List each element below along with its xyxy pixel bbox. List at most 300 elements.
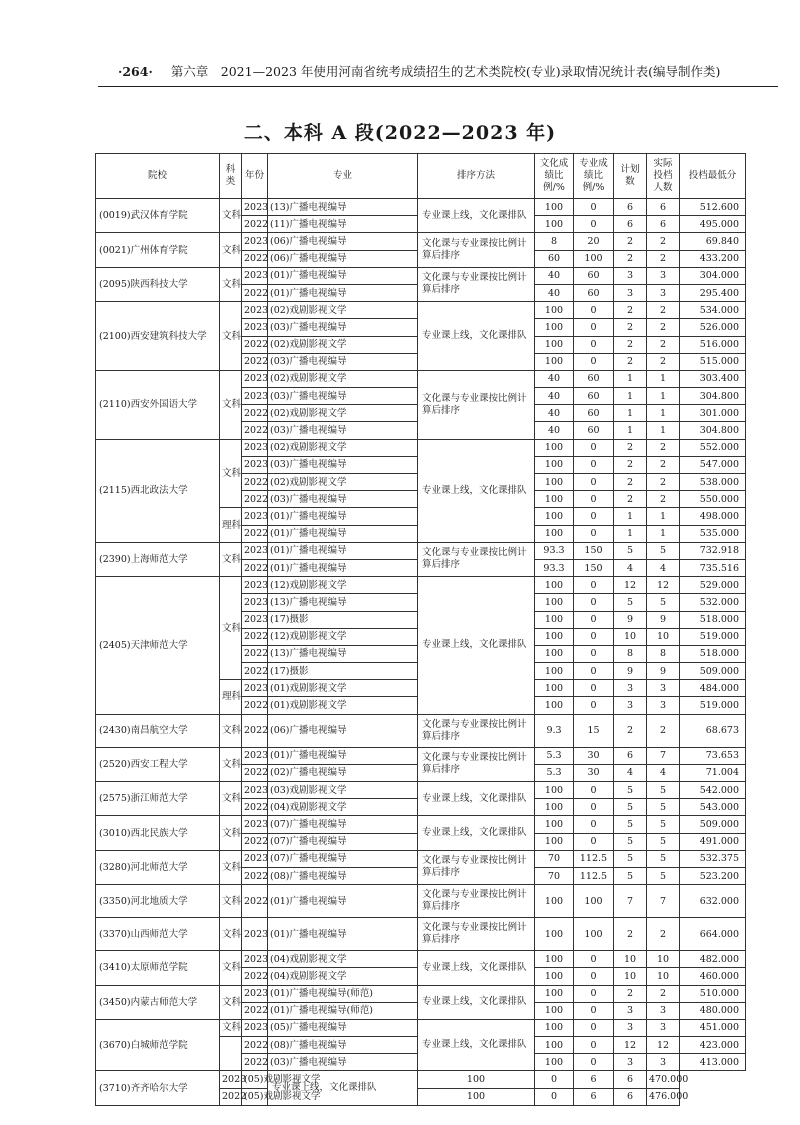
cell-category: 文科 (220, 199, 242, 233)
cell-major-ratio: 0 (574, 799, 614, 816)
cell-actual: 1 (647, 422, 680, 439)
cell-culture-ratio: 100 (535, 1054, 574, 1071)
cell-school: (3410)太原师范学院 (96, 951, 220, 985)
cell-year: 2023 (220, 1071, 242, 1088)
cell-school: (2430)南昌航空大学 (96, 714, 220, 747)
cell-year: 2022 (242, 491, 268, 508)
cell-school: (3010)西北民族大学 (96, 816, 220, 850)
cell-plan: 5 (614, 542, 647, 559)
cell-actual: 7 (647, 885, 680, 918)
cell-min-score: 460.000 (680, 968, 746, 985)
cell-culture-ratio: 100 (535, 216, 574, 233)
cell-min-score: 516.000 (680, 336, 746, 353)
cell-major-ratio: 60 (574, 422, 614, 439)
cell-culture-ratio: 100 (535, 577, 574, 594)
cell-year: 2022 (242, 1037, 268, 1054)
cell-culture-ratio: 100 (535, 474, 574, 491)
cell-major: (17)摄影 (268, 611, 418, 628)
cell-culture-ratio: 100 (535, 799, 574, 816)
cell-major: (01)广播电视编导 (268, 267, 418, 284)
col-year: 年份 (242, 154, 268, 199)
cell-min-score: 510.000 (680, 985, 746, 1002)
cell-plan: 2 (614, 491, 647, 508)
cell-plan: 12 (614, 1037, 647, 1054)
cell-culture-ratio: 40 (535, 267, 574, 284)
cell-major: (03)戏剧影视文学 (268, 782, 418, 799)
cell-min-score: 518.000 (680, 645, 746, 662)
cell-year: 2022 (242, 250, 268, 267)
cell-year: 2022 (242, 764, 268, 781)
cell-school: (2100)西安建筑科技大学 (96, 302, 220, 371)
cell-major-ratio: 0 (574, 680, 614, 697)
cell-method: 文化课与专业课按比例计算后排序 (418, 267, 535, 301)
cell-plan: 1 (614, 422, 647, 439)
cell-plan: 5 (614, 850, 647, 867)
cell-major: (02)广播电视编导 (268, 764, 418, 781)
cell-school: (2110)西安外国语大学 (96, 370, 220, 439)
cell-min-score: 523.200 (680, 867, 746, 884)
cell-culture-ratio: 100 (535, 680, 574, 697)
cell-major-ratio: 0 (574, 577, 614, 594)
cell-category: 理科 (220, 680, 242, 714)
cell-category: 文科 (220, 918, 242, 951)
cell-year: 2022 (242, 968, 268, 985)
cell-year: 2022 (242, 885, 268, 918)
table-row (96, 1071, 746, 1088)
cell-plan: 8 (614, 645, 647, 662)
cell-actual: 1 (647, 508, 680, 525)
cell-actual: 1 (647, 525, 680, 542)
cell-min-score: 735.516 (680, 559, 746, 576)
cell-year: 2023 (242, 302, 268, 319)
cell-method: 文化课与专业课按比例计算后排序 (418, 850, 535, 884)
cell-min-score: 304.800 (680, 422, 746, 439)
cell-min-score: 484.000 (680, 680, 746, 697)
cell-school: (2520)西安工程大学 (96, 747, 220, 781)
cell-year: 2023 (242, 542, 268, 559)
cell-major: (01)广播电视编导 (268, 542, 418, 559)
cell-plan: 1 (614, 508, 647, 525)
cell-actual: 2 (647, 250, 680, 267)
cell-actual: 6 (647, 199, 680, 216)
cell-major: (03)广播电视编导 (268, 388, 418, 405)
cell-actual: 6 (614, 1071, 647, 1088)
cell-plan: 2 (614, 474, 647, 491)
cell-major: (03)广播电视编导 (268, 422, 418, 439)
cell-category (220, 1037, 242, 1071)
cell-school: (2095)陕西科技大学 (96, 267, 220, 301)
cell-plan: 2 (614, 456, 647, 473)
table-row (96, 1019, 746, 1036)
cell-actual: 3 (647, 680, 680, 697)
table-row (96, 782, 746, 799)
cell-major-ratio: 100 (574, 250, 614, 267)
cell-major-ratio: 0 (574, 319, 614, 336)
cell-min-score: 470.000 (647, 1071, 680, 1088)
cell-min-score: 451.000 (680, 1019, 746, 1036)
cell-major: (01)广播电视编导 (268, 525, 418, 542)
cell-plan: 3 (614, 1019, 647, 1036)
cell-min-score: 304.800 (680, 388, 746, 405)
col-method: 排序方法 (418, 154, 535, 199)
cell-major: (13)广播电视编导 (268, 594, 418, 611)
cell-major-ratio: 0 (574, 697, 614, 714)
cell-culture-ratio: 70 (535, 850, 574, 867)
cell-major-ratio: 0 (574, 663, 614, 680)
cell-year: 2022 (242, 405, 268, 422)
cell-category: 文科 (220, 816, 242, 850)
cell-method: 专业课上线，文化课排队 (268, 1071, 418, 1105)
cell-major-ratio: 0 (574, 456, 614, 473)
cell-actual: 7 (647, 747, 680, 764)
cell-major-ratio: 60 (574, 284, 614, 301)
table-row (96, 542, 746, 559)
cell-category: 文科 (220, 577, 242, 680)
cell-year: 2023 (242, 680, 268, 697)
cell-school: (3450)内蒙古师范大学 (96, 985, 220, 1019)
cell-culture-ratio: 100 (535, 663, 574, 680)
cell-major-ratio: 0 (574, 439, 614, 456)
header-rule (98, 86, 778, 87)
cell-min-score: 71.004 (680, 764, 746, 781)
cell-culture-ratio: 40 (535, 422, 574, 439)
cell-major-ratio: 20 (574, 233, 614, 250)
cell-major-ratio: 0 (574, 833, 614, 850)
cell-actual: 5 (647, 594, 680, 611)
cell-year: 2023 (242, 456, 268, 473)
cell-major-ratio: 0 (535, 1071, 574, 1088)
cell-major-ratio: 0 (574, 594, 614, 611)
cell-major: (07)广播电视编导 (268, 833, 418, 850)
cell-major: (08)广播电视编导 (268, 867, 418, 884)
cell-major: (05)戏剧影视文学 (242, 1071, 268, 1088)
cell-method: 文化课与专业课按比例计算后排序 (418, 747, 535, 781)
cell-major-ratio: 0 (574, 353, 614, 370)
cell-min-score: 515.000 (680, 353, 746, 370)
cell-plan: 6 (614, 747, 647, 764)
cell-culture-ratio: 5.3 (535, 747, 574, 764)
cell-actual: 10 (647, 968, 680, 985)
cell-actual: 3 (647, 1002, 680, 1019)
cell-major: (17)摄影 (268, 663, 418, 680)
cell-year: 2023 (242, 388, 268, 405)
cell-plan: 12 (614, 577, 647, 594)
table-row (96, 267, 746, 284)
cell-major-ratio: 0 (574, 525, 614, 542)
cell-culture-ratio: 8 (535, 233, 574, 250)
cell-culture-ratio: 9.3 (535, 714, 574, 747)
cell-culture-ratio: 100 (535, 1002, 574, 1019)
admission-table (95, 153, 746, 1106)
cell-major-ratio: 0 (535, 1088, 574, 1105)
cell-school: (2115)西北政法大学 (96, 439, 220, 542)
table-row (96, 302, 746, 319)
cell-culture-ratio: 100 (535, 833, 574, 850)
cell-min-score: 498.000 (680, 508, 746, 525)
cell-major: (05)广播电视编导 (268, 1019, 418, 1036)
cell-plan: 1 (614, 370, 647, 387)
table-row (96, 985, 746, 1002)
cell-category: 文科 (220, 267, 242, 301)
cell-culture-ratio: 100 (535, 508, 574, 525)
cell-actual: 4 (647, 764, 680, 781)
cell-culture-ratio: 40 (535, 388, 574, 405)
cell-year: 2022 (242, 645, 268, 662)
cell-method: 文化课与专业课按比例计算后排序 (418, 542, 535, 576)
cell-actual: 2 (647, 319, 680, 336)
chapter-title: 第六章 2021—2023 年使用河南省统考成绩招生的艺术类院校(专业)录取情况统计表(编导制作类) (170, 64, 721, 79)
cell-year: 2022 (242, 525, 268, 542)
cell-min-score: 518.000 (680, 611, 746, 628)
cell-major-ratio: 0 (574, 199, 614, 216)
cell-culture-ratio: 100 (418, 1071, 535, 1088)
cell-method: 文化课与专业课按比例计算后排序 (418, 885, 535, 918)
cell-min-score: 532.375 (680, 850, 746, 867)
cell-year: 2023 (242, 233, 268, 250)
cell-major-ratio: 100 (574, 885, 614, 918)
cell-method: 文化课与专业课按比例计算后排序 (418, 370, 535, 439)
cell-year: 2022 (242, 833, 268, 850)
table-row (96, 951, 746, 968)
cell-major-ratio: 0 (574, 611, 614, 628)
cell-major-ratio: 0 (574, 1019, 614, 1036)
cell-min-score: 482.000 (680, 951, 746, 968)
cell-year: 2023 (242, 594, 268, 611)
cell-school: (2575)浙江师范大学 (96, 782, 220, 816)
cell-actual: 1 (647, 405, 680, 422)
cell-year: 2023 (242, 782, 268, 799)
cell-actual: 10 (647, 951, 680, 968)
col-school: 院校 (96, 154, 220, 199)
cell-category: 理科 (220, 508, 242, 542)
cell-year: 2022 (242, 474, 268, 491)
col-category: 科类 (220, 154, 242, 199)
cell-min-score: 519.000 (680, 697, 746, 714)
cell-school: (3350)河北地质大学 (96, 885, 220, 918)
page-header (118, 62, 778, 84)
cell-major-ratio: 30 (574, 764, 614, 781)
cell-major-ratio: 0 (574, 985, 614, 1002)
cell-major: (02)戏剧影视文学 (268, 439, 418, 456)
cell-plan: 9 (614, 663, 647, 680)
cell-year: 2022 (242, 559, 268, 576)
col-actual: 实际投档人数 (647, 154, 680, 199)
cell-actual: 2 (647, 336, 680, 353)
page-number: ·264· (118, 64, 153, 79)
cell-year: 2022 (242, 1054, 268, 1071)
cell-culture-ratio: 100 (535, 336, 574, 353)
cell-actual: 9 (647, 611, 680, 628)
cell-actual: 2 (647, 985, 680, 1002)
cell-year: 2022 (242, 353, 268, 370)
cell-plan: 2 (614, 353, 647, 370)
cell-year: 2023 (242, 439, 268, 456)
cell-culture-ratio: 100 (535, 645, 574, 662)
cell-actual: 12 (647, 577, 680, 594)
table-row (96, 233, 746, 250)
cell-plan: 4 (614, 764, 647, 781)
cell-min-score: 550.000 (680, 491, 746, 508)
cell-min-score: 664.000 (680, 918, 746, 951)
cell-actual: 5 (647, 542, 680, 559)
cell-culture-ratio: 100 (535, 985, 574, 1002)
cell-major-ratio: 60 (574, 267, 614, 284)
cell-actual: 9 (647, 663, 680, 680)
cell-min-score: 632.000 (680, 885, 746, 918)
cell-school: (3370)山西师范大学 (96, 918, 220, 951)
col-min-score: 投档最低分 (680, 154, 746, 199)
cell-major: (12)戏剧影视文学 (268, 628, 418, 645)
cell-culture-ratio: 93.3 (535, 542, 574, 559)
cell-actual: 5 (647, 850, 680, 867)
cell-school: (2405)天津师范大学 (96, 577, 220, 715)
cell-year: 2023 (242, 319, 268, 336)
cell-year: 2023 (242, 611, 268, 628)
cell-plan: 3 (614, 697, 647, 714)
cell-major: (01)广播电视编导 (268, 508, 418, 525)
cell-major-ratio: 0 (574, 951, 614, 968)
cell-culture-ratio: 100 (535, 491, 574, 508)
cell-year: 2023 (242, 267, 268, 284)
cell-plan: 2 (614, 336, 647, 353)
table-row (96, 850, 746, 867)
cell-year: 2022 (242, 1002, 268, 1019)
cell-year: 2023 (242, 850, 268, 867)
cell-year: 2022 (242, 799, 268, 816)
cell-plan: 6 (574, 1071, 614, 1088)
cell-min-score: 534.000 (680, 302, 746, 319)
cell-actual: 2 (647, 233, 680, 250)
cell-actual: 2 (647, 456, 680, 473)
cell-category: 文科 (220, 1019, 242, 1036)
cell-min-score: 538.000 (680, 474, 746, 491)
cell-year: 2023 (242, 370, 268, 387)
cell-method: 文化课与专业课按比例计算后排序 (418, 233, 535, 267)
cell-year: 2022 (242, 697, 268, 714)
cell-min-score: 526.000 (680, 319, 746, 336)
cell-culture-ratio: 100 (535, 968, 574, 985)
cell-major: (02)戏剧影视文学 (268, 474, 418, 491)
cell-year: 2022 (220, 1088, 242, 1105)
cell-method: 文化课与专业课按比例计算后排序 (418, 918, 535, 951)
cell-min-score: 529.000 (680, 577, 746, 594)
table-body (96, 199, 746, 1106)
cell-major-ratio: 0 (574, 968, 614, 985)
cell-major: (06)广播电视编导 (268, 250, 418, 267)
table-header-row (96, 154, 746, 199)
cell-actual: 4 (647, 559, 680, 576)
cell-major-ratio: 0 (574, 816, 614, 833)
cell-major: (02)戏剧影视文学 (268, 336, 418, 353)
cell-plan: 2 (614, 918, 647, 951)
cell-culture-ratio: 100 (535, 951, 574, 968)
cell-actual: 2 (647, 439, 680, 456)
cell-plan: 10 (614, 628, 647, 645)
cell-major-ratio: 150 (574, 542, 614, 559)
cell-year: 2023 (242, 1019, 268, 1036)
cell-major: (01)广播电视编导(师范) (268, 1002, 418, 1019)
cell-category: 文科 (220, 370, 242, 439)
cell-major-ratio: 0 (574, 628, 614, 645)
cell-major: (01)戏剧影视文学 (268, 680, 418, 697)
cell-culture-ratio: 100 (535, 594, 574, 611)
cell-culture-ratio: 100 (535, 816, 574, 833)
cell-actual: 8 (647, 645, 680, 662)
cell-plan: 10 (614, 968, 647, 985)
cell-year: 2023 (242, 508, 268, 525)
cell-major-ratio: 0 (574, 1054, 614, 1071)
cell-method: 专业课上线，文化课排队 (418, 816, 535, 850)
cell-year: 2023 (242, 951, 268, 968)
table-row (96, 199, 746, 216)
cell-culture-ratio: 100 (418, 1088, 535, 1105)
cell-major: (01)广播电视编导 (268, 559, 418, 576)
cell-major: (04)戏剧影视文学 (268, 799, 418, 816)
cell-major: (13)广播电视编导 (268, 199, 418, 216)
cell-method: 专业课上线，文化课排队 (418, 951, 535, 985)
cell-plan: 9 (614, 611, 647, 628)
cell-plan: 6 (614, 199, 647, 216)
cell-major: (11)广播电视编导 (268, 216, 418, 233)
cell-major: (07)广播电视编导 (268, 850, 418, 867)
cell-culture-ratio: 100 (535, 1037, 574, 1054)
cell-major-ratio: 112.5 (574, 850, 614, 867)
cell-major-ratio: 0 (574, 474, 614, 491)
cell-actual: 3 (647, 284, 680, 301)
cell-culture-ratio: 40 (535, 405, 574, 422)
cell-method: 文化课与专业课按比例计算后排序 (418, 714, 535, 747)
cell-culture-ratio: 100 (535, 782, 574, 799)
cell-actual: 5 (647, 816, 680, 833)
cell-plan: 3 (614, 284, 647, 301)
cell-plan: 7 (614, 885, 647, 918)
cell-year: 2023 (242, 747, 268, 764)
cell-actual: 2 (647, 474, 680, 491)
cell-plan: 6 (574, 1088, 614, 1105)
cell-year: 2022 (242, 336, 268, 353)
cell-major-ratio: 0 (574, 1002, 614, 1019)
cell-min-score: 552.000 (680, 439, 746, 456)
cell-actual: 5 (647, 833, 680, 850)
cell-plan: 2 (614, 250, 647, 267)
cell-culture-ratio: 100 (535, 199, 574, 216)
table-row (96, 577, 746, 594)
table-row (96, 714, 746, 747)
cell-culture-ratio: 60 (535, 250, 574, 267)
cell-actual: 2 (647, 353, 680, 370)
cell-school: (0021)广州体育学院 (96, 233, 220, 267)
cell-major-ratio: 30 (574, 747, 614, 764)
cell-min-score: 543.000 (680, 799, 746, 816)
cell-method: 专业课上线，文化课排队 (418, 302, 535, 371)
cell-method: 专业课上线，文化课排队 (418, 985, 535, 1019)
cell-plan: 3 (614, 680, 647, 697)
cell-year: 2022 (242, 216, 268, 233)
cell-min-score: 512.600 (680, 199, 746, 216)
cell-culture-ratio: 100 (535, 439, 574, 456)
cell-school: (0019)武汉体育学院 (96, 199, 220, 233)
cell-method: 专业课上线，文化课排队 (418, 782, 535, 816)
cell-plan: 2 (614, 714, 647, 747)
cell-year: 2023 (242, 577, 268, 594)
cell-major: (01)广播电视编导 (268, 747, 418, 764)
cell-culture-ratio: 100 (535, 456, 574, 473)
cell-major-ratio: 0 (574, 645, 614, 662)
cell-major-ratio: 150 (574, 559, 614, 576)
cell-year: 2022 (242, 714, 268, 747)
cell-min-score: 532.000 (680, 594, 746, 611)
cell-major-ratio: 0 (574, 782, 614, 799)
